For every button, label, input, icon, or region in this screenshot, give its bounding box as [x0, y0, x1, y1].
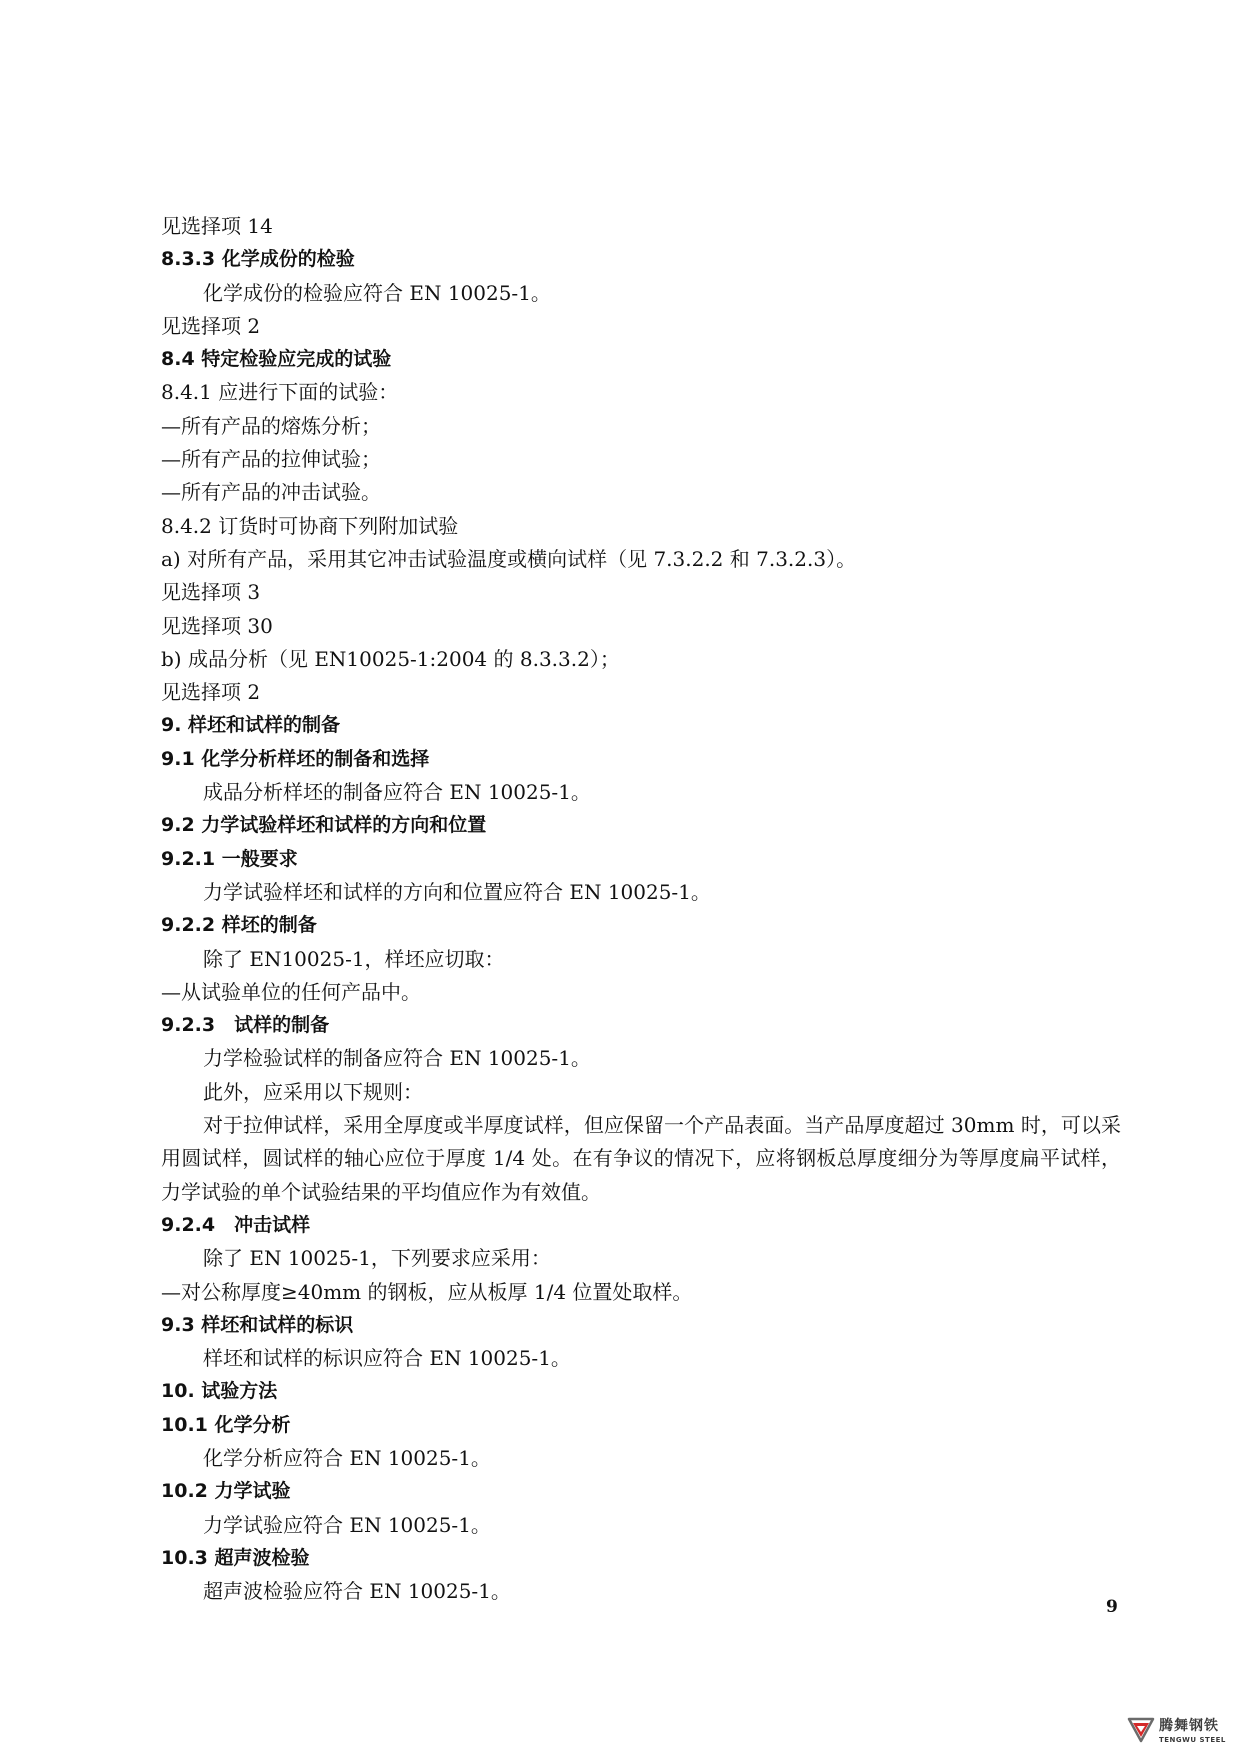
company-logo	[1126, 1712, 1238, 1752]
section-heading: 8.4 特定检验应完成的试验	[161, 348, 392, 371]
section-heading: 9.2 力学试验样坯和试样的方向和位置	[161, 814, 487, 837]
list-item: —所有产品的熔炼分析；	[161, 413, 381, 438]
list-item: b) 成品分析（见 EN10025-1:2004 的 8.3.3.2）；	[161, 646, 620, 671]
body-text-line: 8.4.2 订货时可协商下列附加试验	[161, 513, 459, 538]
tengwu-steel-logo-icon	[1126, 1714, 1156, 1744]
body-text-line: 见选择项 2	[161, 313, 261, 338]
section-heading: 9.1 化学分析样坯的制备和选择	[161, 747, 430, 770]
body-text-line: 见选择项 2	[161, 680, 261, 705]
body-text-line: 力学试验应符合 EN 10025-1。	[203, 1512, 491, 1537]
section-heading: 9.2.1 一般要求	[161, 847, 298, 870]
logo-name-cn: 腾舞钢铁	[1159, 1718, 1219, 1734]
section-heading: 8.3.3 化学成份的检验	[161, 248, 355, 271]
body-text-line: 除了 EN10025-1，样坯应切取：	[203, 946, 505, 971]
body-text-line: 超声波检验应符合 EN 10025-1。	[203, 1579, 511, 1604]
body-text-line: 8.4.1 应进行下面的试验：	[161, 380, 399, 405]
body-text-line: 化学成份的检验应符合 EN 10025-1。	[203, 280, 551, 305]
body-text-line: 见选择项 30	[161, 613, 273, 638]
body-text-line: 化学分析应符合 EN 10025-1。	[203, 1445, 491, 1470]
list-item: —所有产品的拉伸试验；	[161, 447, 381, 472]
list-item: —从试验单位的任何产品中。	[161, 979, 421, 1004]
section-heading: 10.2 力学试验	[161, 1480, 291, 1503]
body-text-line: 样坯和试样的标识应符合 EN 10025-1。	[203, 1346, 571, 1371]
section-heading: 9.3 样坯和试样的标识	[161, 1313, 354, 1336]
body-text-line: 此外，应采用以下规则：	[203, 1079, 423, 1104]
section-heading: 9.2.4 冲击试样	[161, 1213, 311, 1236]
section-heading: 9. 样坯和试样的制备	[161, 714, 341, 737]
list-item: —所有产品的冲击试验。	[161, 480, 381, 505]
document-body	[161, 210, 1121, 1608]
logo-name-en: TENGWU STEEL	[1159, 1736, 1226, 1744]
body-text-line: 见选择项 3	[161, 580, 261, 605]
section-heading: 10.1 化学分析	[161, 1413, 291, 1436]
section-heading: 10. 试验方法	[161, 1380, 278, 1403]
body-paragraph: 对于拉伸试样，采用全厚度或半厚度试样，但应保留一个产品表面。当产品厚度超过 30mm 时，可以采用圆试样，圆试样的轴心应位于厚度 1/4 处。在有争议的情况下，应将钢板总厚度细分为等厚度扁平试样，力学试验的单个试验结果的平均值应作为有效值。	[161, 1113, 1121, 1204]
body-text-line: 力学试验样坯和试样的方向和位置应符合 EN 10025-1。	[203, 879, 711, 904]
section-heading: 10.3 超声波检验	[161, 1546, 310, 1569]
body-text-line: 力学检验试样的制备应符合 EN 10025-1。	[203, 1046, 591, 1071]
section-heading: 9.2.2 样坯的制备	[161, 914, 317, 937]
page-number: 9	[1106, 1597, 1118, 1617]
section-heading: 9.2.3 试样的制备	[161, 1014, 330, 1037]
body-text-line: 见选择项 14	[161, 214, 273, 238]
body-text-line: 成品分析样坯的制备应符合 EN 10025-1。	[203, 780, 591, 805]
list-item: —对公称厚度≥40mm 的钢板，应从板厚 1/4 位置处取样。	[161, 1279, 693, 1304]
body-text-line: 除了 EN 10025-1，下列要求应采用：	[203, 1246, 551, 1271]
list-item: a) 对所有产品，采用其它冲击试验温度或横向试样（见 7.3.2.2 和 7.3.2.3）。	[161, 546, 857, 571]
